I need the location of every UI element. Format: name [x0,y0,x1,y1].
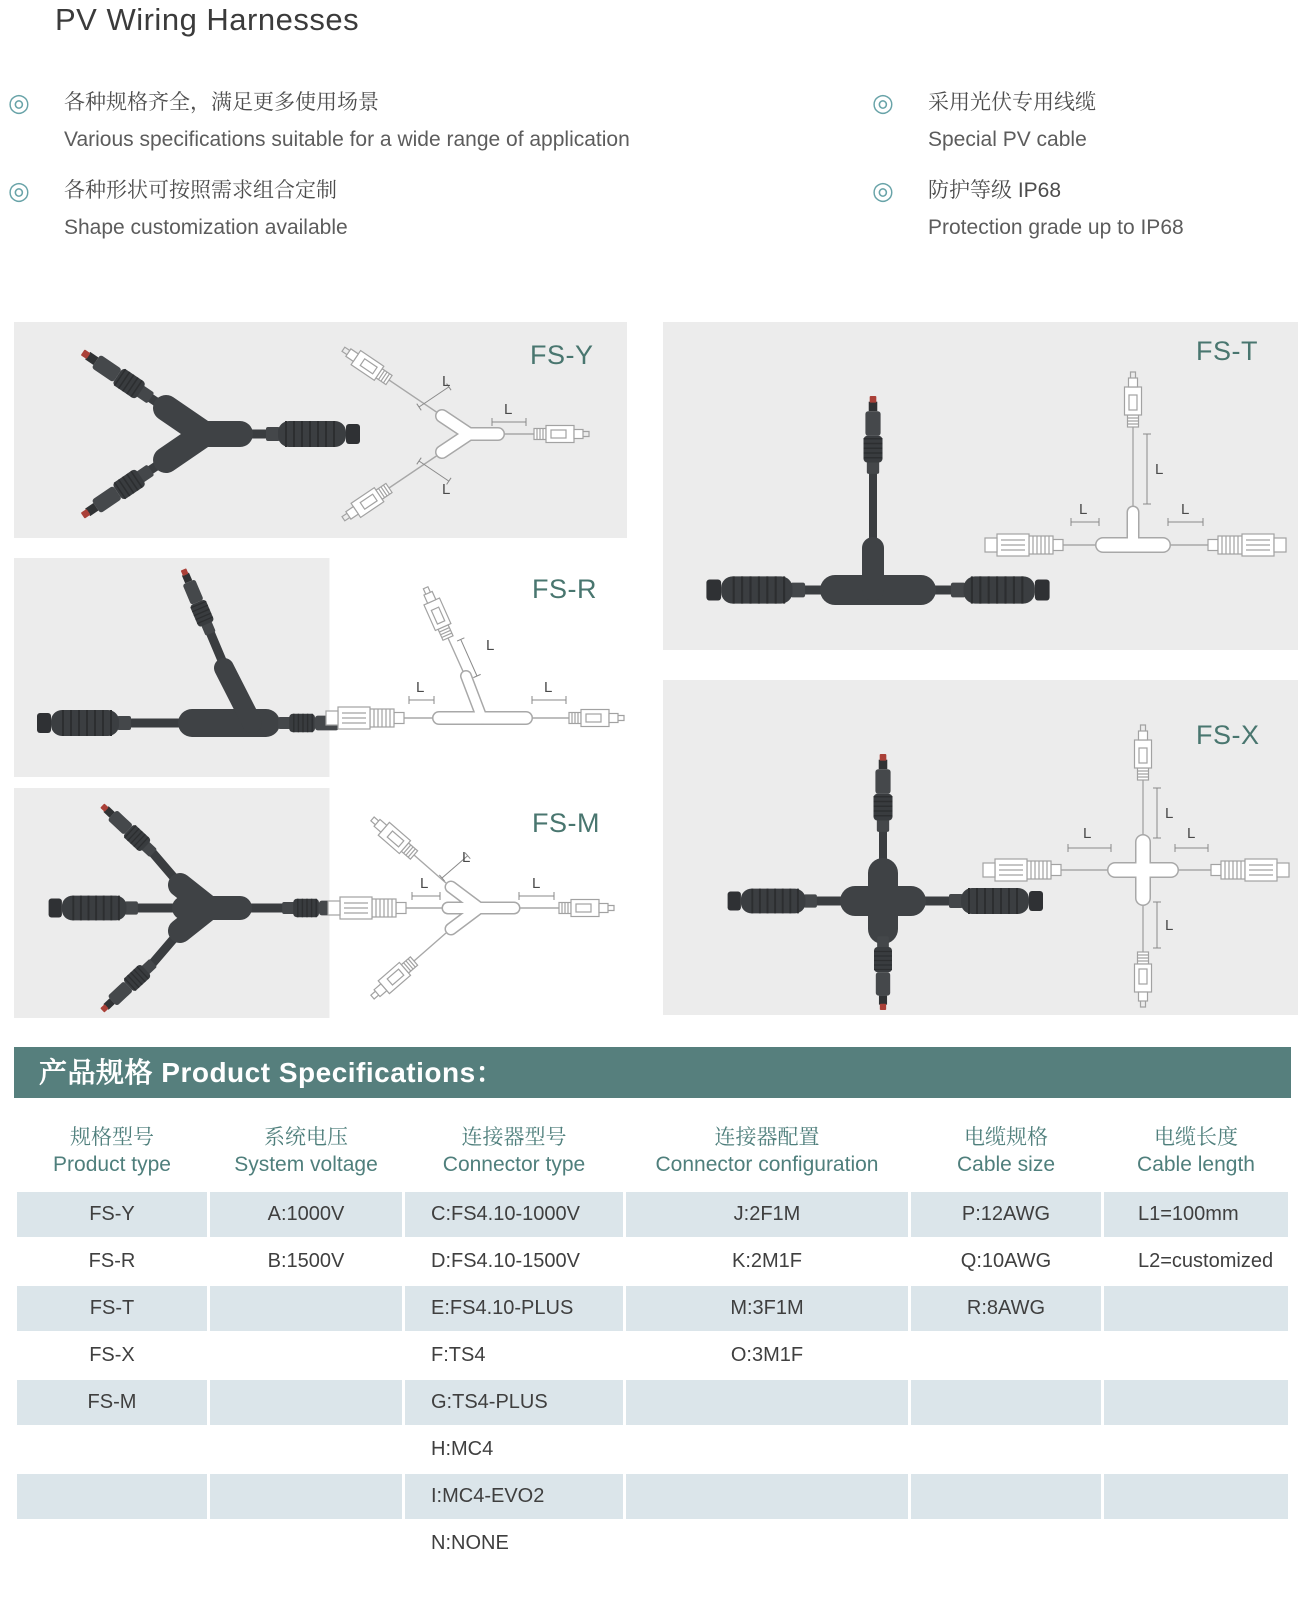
cell-system-voltage [210,1286,402,1331]
dimension-label: L [416,679,425,696]
cell-cable-size [911,1333,1101,1378]
table-row [17,1286,1288,1331]
dimension-label: L [1165,917,1174,934]
cell-product-type [17,1427,207,1472]
dimension-label: L [1155,461,1164,478]
cell-system-voltage [210,1427,402,1472]
cell-connector-configuration: K:2M1F [626,1239,908,1284]
cell-cable-length [1104,1474,1288,1519]
cell-product-type: FS-Y [17,1192,207,1237]
col-header-connector-type [405,1112,623,1190]
fs-r-photo [37,566,354,736]
mc4-connector-outline [367,813,420,862]
fs-r-drawing [326,584,624,729]
bullseye-icon: ◎ [872,89,894,117]
cell-system-voltage [210,1521,402,1566]
coupler-connector-outline [1208,534,1286,556]
bullseye-icon: ◎ [8,89,30,117]
feature-en: Various specifications suitable for a wide range of application [64,128,630,151]
panel-label-fs-y: FS-Y [530,340,594,370]
cell-cable-size: R:8AWG [911,1286,1101,1331]
fs-x-photo [728,754,1043,1010]
cell-product-type: FS-X [17,1333,207,1378]
cell-connector-type: N:NONE [405,1521,623,1566]
mc4-connector [77,462,156,524]
cell-connector-type: H:MC4 [405,1427,623,1472]
coupler-connector-outline [326,707,404,729]
mc4-connector [874,936,892,1010]
feature-item-shape [8,176,828,243]
dimension-label: L [462,849,471,866]
col-header-product-type [17,1112,207,1190]
page-title: PV Wiring Harnesses [55,2,360,37]
mc4-connector [176,566,219,637]
cell-connector-configuration: O:3M1F [626,1333,908,1378]
mc4-connector-outline [1125,372,1142,427]
cell-cable-size [911,1380,1101,1425]
dimension-label: L [486,637,495,654]
cell-connector-configuration: J:2F1M [626,1192,908,1237]
panel-fs-m [14,788,627,1018]
col-header-cable-length [1104,1112,1288,1190]
col-header-en: Product type [53,1153,171,1176]
cell-product-type [17,1474,207,1519]
cell-connector-configuration [626,1427,908,1472]
mc4-connector-outline [339,342,394,387]
feature-en: Special PV cable [928,128,1087,151]
dimension-label: L [1181,501,1190,518]
cell-connector-configuration: M:3F1M [626,1286,908,1331]
fs-m-drawing [328,813,614,1004]
col-header-zh: 连接器型号 [461,1126,567,1149]
coupler-connector [949,888,1043,914]
cell-connector-type: E:FS4.10-PLUS [405,1286,623,1331]
dimension-label: L [442,373,451,390]
mc4-connector-outline [367,955,420,1004]
fs-t-graphic [663,322,1298,650]
col-header-cable-size [911,1112,1101,1190]
cell-cable-size [911,1427,1101,1472]
coupler-connector [706,576,805,603]
feature-item-specs [8,88,828,155]
coupler-connector-outline [985,534,1063,556]
bullseye-icon: ◎ [872,177,894,205]
cell-cable-size: Q:10AWG [911,1239,1101,1284]
feature-zh: 各种形状可按照需求组合定制 [64,179,337,202]
dimension-label: L [532,875,541,892]
cell-cable-size: P:12AWG [911,1192,1101,1237]
coupler-connector [266,421,360,447]
cell-product-type: FS-T [17,1286,207,1331]
table-row [17,1521,1288,1566]
mc4-connector [874,754,893,832]
coupler-connector-outline [328,897,406,919]
coupler-connector [728,889,817,914]
cell-product-type [17,1521,207,1566]
dimension-label: L [1079,501,1088,518]
cell-system-voltage [210,1474,402,1519]
cell-cable-length [1104,1521,1288,1566]
fs-m-photo [49,799,358,1016]
feature-item-cable [872,88,1302,155]
coupler-connector [951,576,1050,603]
mc4-connector-outline [534,426,589,443]
cell-connector-type: I:MC4-EVO2 [405,1474,623,1519]
dimension-label: L [544,679,553,696]
mc4-connector-outline [418,584,456,641]
bullseye-icon: ◎ [8,177,30,205]
col-header-system-voltage [210,1112,402,1190]
specifications-table [14,1110,1291,1568]
cell-cable-length [1104,1380,1288,1425]
dimension-label: L [442,481,451,498]
table-row [17,1239,1288,1284]
col-header-zh: 电缆长度 [1154,1126,1238,1149]
col-header-en: Cable size [956,1153,1056,1176]
cell-cable-length [1104,1427,1288,1472]
feature-item-ip68 [872,176,1302,243]
table-row [17,1474,1288,1519]
cell-system-voltage [210,1380,402,1425]
cell-cable-length: L2=customized [1104,1239,1288,1284]
col-header-en: Connector type [442,1153,586,1176]
cell-system-voltage [210,1333,402,1378]
fs-y-photo [77,344,360,524]
feature-zh: 采用光伏专用线缆 [928,91,1096,114]
mc4-connector-outline [1135,952,1152,1007]
mc4-connector [864,396,883,474]
col-header-zh: 连接器配置 [714,1126,820,1149]
col-header-zh: 系统电压 [264,1126,348,1149]
dimension-label: L [1165,805,1174,822]
cell-cable-length [1104,1333,1288,1378]
cell-cable-size [911,1474,1101,1519]
panel-label-fs-r: FS-R [532,574,597,604]
table-row [17,1427,1288,1472]
coupler-connector-outline [983,859,1061,881]
panel-label-fs-x: FS-X [1196,720,1260,750]
panel-fs-r [14,558,627,777]
cell-product-type: FS-M [17,1380,207,1425]
feature-en: Protection grade up to IP68 [928,216,1184,239]
mc4-connector [96,957,159,1017]
panel-fs-y [14,322,627,538]
dimension-label: L [420,875,429,892]
col-header-en: Cable length [1137,1153,1255,1176]
cell-connector-type: C:FS4.10-1000V [405,1192,623,1237]
table-header-row [17,1112,1288,1190]
cell-connector-type: D:FS4.10-1500V [405,1239,623,1284]
cell-connector-configuration [626,1474,908,1519]
table-row [17,1192,1288,1237]
dimension-label: L [1083,825,1092,842]
cell-system-voltage: A:1000V [210,1192,402,1237]
cell-product-type: FS-R [17,1239,207,1284]
cell-cable-length [1104,1286,1288,1331]
panel-fs-t [663,322,1298,650]
coupler-connector [49,896,138,921]
cell-system-voltage: B:1500V [210,1239,402,1284]
cell-cable-size [911,1521,1101,1566]
panel-fs-x [663,680,1298,1015]
fs-t-photo [706,396,1049,604]
cell-connector-type: G:TS4-PLUS [405,1380,623,1425]
col-header-en: System voltage [234,1153,378,1176]
mc4-connector-outline [339,481,394,526]
coupler-connector-outline [1211,859,1289,881]
mc4-connector-outline [1135,725,1152,780]
dimension-label: L [1187,825,1196,842]
feature-zh: 各种规格齐全，满足更多使用场景 [64,91,379,114]
cell-connector-type: F:TS4 [405,1333,623,1378]
table-row [17,1333,1288,1378]
coupler-connector [37,710,131,736]
cell-connector-configuration [626,1380,908,1425]
mc4-connector [96,799,159,859]
col-header-en: Connector configuration [655,1153,879,1176]
panel-label-fs-t: FS-T [1196,336,1258,366]
panel-label-fs-m: FS-M [532,808,600,838]
col-header-connector-configuration [626,1112,908,1190]
col-header-zh: 规格型号 [70,1126,154,1149]
fs-t-drawing [985,372,1286,556]
cell-cable-length: L1=100mm [1104,1192,1288,1237]
cell-connector-configuration [626,1521,908,1566]
col-header-zh: 电缆规格 [964,1126,1048,1149]
feature-zh: 防护等级 IP68 [928,179,1062,202]
feature-en: Shape customization available [64,216,348,239]
section-title: 产品规格 Product Specifications： [39,1057,505,1088]
fs-x-drawing [983,725,1289,1007]
dimension-label: L [504,401,513,418]
mc4-connector-outline [559,900,614,917]
table-row [17,1380,1288,1425]
section-header-bar [14,1047,1291,1098]
mc4-connector [77,344,156,406]
mc4-connector-outline [569,710,624,727]
